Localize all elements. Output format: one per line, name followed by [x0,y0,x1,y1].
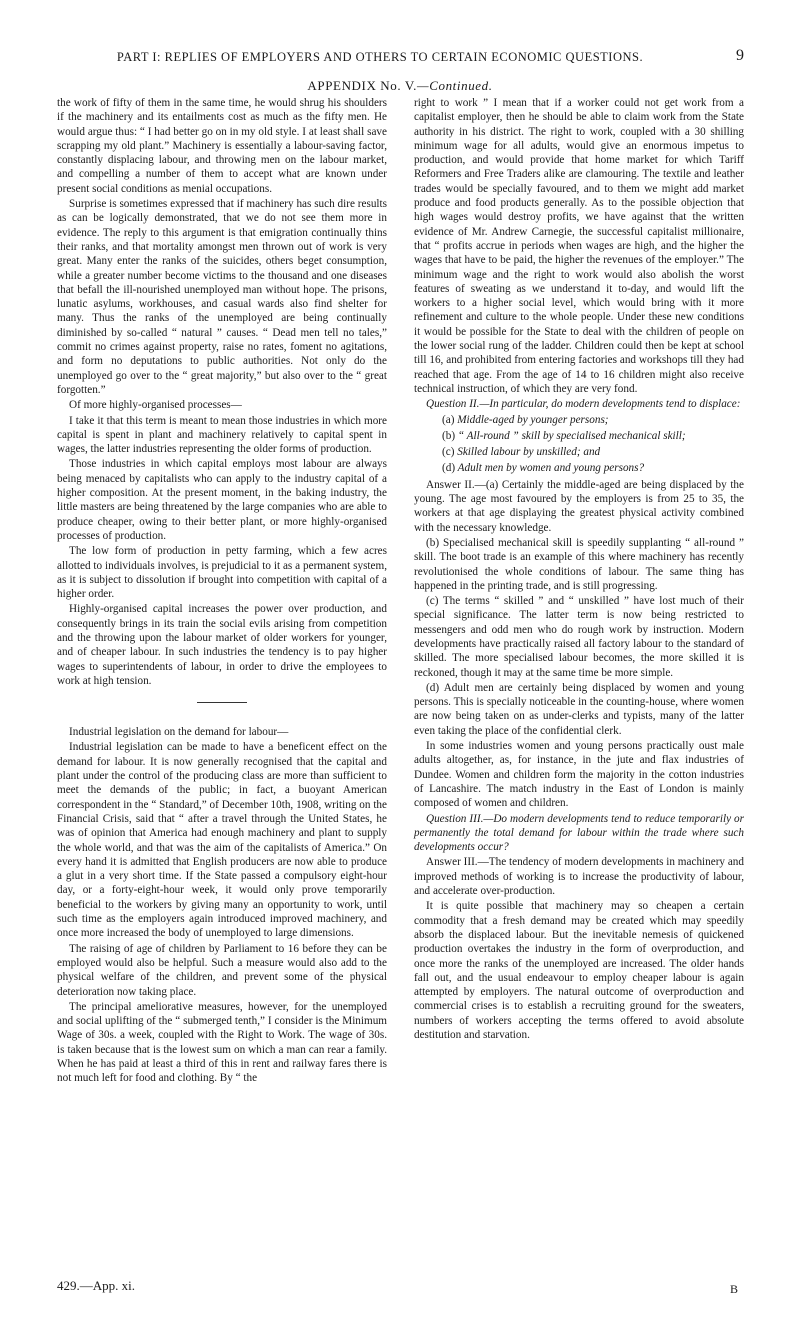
question-2 [414,397,744,411]
question-3 [414,812,744,855]
appendix-number: V. [404,78,418,93]
answer-paragraph: Answer III.—The tendency of modern developments in machinery and improved methods of working is to increase the productivity of labour, and accelerate over-production. [414,856,744,898]
paragraph: The low form of production in petty farming, which a few acres allotted to individuals involves, is prejudicial to it as a permanent system, as it is subject to dissolution if brought into competition with capital of a higher order. [57,545,387,601]
question-2-text: —In particular, do modern developments tend to displace: [479,398,741,411]
answer-paragraph: (c) The terms “ skilled ” and “ unskilled ” have lost much of their special significance. The latter term is now being restricted to messengers and odd men who do rough work by instruction. Modern developments have practically raised all factory labour to the standard of skilled. The more specialised labour becomes, the more skilled it is reckoned, though it may at the same time be more simple. [414,595,744,679]
section-divider [197,702,247,703]
answer-paragraph: (d) Adult men are certainly being displaced by women and young persons. This is specially noticeable in the counting-house, where women are now being taken on as under-clerks and typists, many of the latter even taking the place of the confidential clerk. [414,681,744,737]
answer-paragraph: Answer II.—(a) Certainly the middle-aged are being displaced by the young. The age most favoured by the employers is from 25 to 35, the workers at that age displaying the greatest physical activity combined with the necessary knowledge. [414,478,744,534]
answer-paragraph: It is quite possible that machinery may so cheapen a certain commodity that a fresh demand may be created which may speedily absorb the displaced labour. But the inevitable nemesis of quickened production overtakes the industry in the form of overproduction, and once more the ranks of the unemployed are increased. The older hands fall out, and the usual endeavour to employ cheaper labour is again attempted by employers. The natural outcome of overproduction and commercial crises is to establish a recruiting ground for the sweaters, numbers of workers accepting the terms offered to avoid absolute destitution and starvation. [414,900,744,1041]
paragraph: Industrial legislation can be made to have a beneficent effect on the demand for labour. It is now generally recognised that the capital and plant under the control of the producing class are more than sufficient to meet the demands of the public; in fact, a buoyant American correspondent in the “ Standard,” of December 10th, 1908, writing on the Financial Crisis, said that “ after a travel through the United States, he was of opinion that America had enough machinery and plant to supply the whole world, and that was the aim of the capitalists of America.” On every hand it is admitted that English producers are now able to produce a glut in a very short time. If the State passed a compulsory eight-hour day, or a forty-eight-hour week, it would only prove temporarily beneficial to the workers by giving many an opportunity to work, until such time as the employers again introduced improved machinery, and once more increased the body of unemployed to large dimensions. [57,741,387,940]
paragraph: Surprise is sometimes expressed that if machinery has such dire results as can be logically demonstrated, that we do not see them more in evidence. The reply to this argument is that emigration continually thins their ranks, and that mortality amongst men thrown out of work is very great. Many enter the ranks of the suicides, others beget consumption, while a greater number become victims to the thousand and one diseases that befall the ill-nourished unemployed man without hope. The prisons, lunatic asylums, workhouses, and casual wards also find shelter for many. Thus the ranks of the unemployed are being continually diminished by so-called “ natural ” causes. “ Dead men tell no tales,” commit no crimes against property, raise no rates, foment no agitations, and form no deputations to public authorities. Not only do the unemployed go over to the “ great majority,” but also over to the “ great forgotten.” [57,198,387,396]
question-3-label: Question III. [426,812,484,825]
section-heading: Industrial legislation on the demand for labour— [69,726,289,739]
paragraph: Highly-organised capital increases the power over production, and consequently brings in its train the social evils arising from competition and the throwing upon the labour market of older workers for younger, and of cheaper labour. In such industries the tendency is to pay higher wages to superintendents of labour, in order to drive the employees to work at high tension. [57,603,387,687]
footer-signature: B [729,1282,738,1296]
right-column [414,96,744,1043]
question-3-text: —Do modern developments tend to reduce temporarily or permanently the total demand for labour within the trade where such developments occur? [414,812,745,854]
option-key: (d) [442,462,456,475]
option-key: (a) [442,413,455,426]
left-column [57,96,387,1087]
paragraph: right to work ” I mean that if a worker could not get work from a capitalist employer, then he should be able to claim work from the State authority in his district. The right to work, coupled with a 30 shilling minimum wage for all adults, would give an enormous impetus to production, and would provide that home market for which Tariff Reformers and Free Traders alike are clamouring. The textile and leather trades would be specially favoured, and to them we might add market produce and food products generally. As to the possible objection that high wages would destroy profits, we have against that the written evidence of Mr. Andrew Carnegie, the successful capitalist millionaire, that “ profits accrue in periods when wages are high, and the higher the wages that have to be paid, the higher the revenues of the employer.” The minimum wage and the right to work would also abolish the worst features of sweating as we understand it to-day, and would lift the workers to a higher social level, which would bring with it more refinement and culture to the whole people. Under these new conditions it would be possible for the State to deal with the children of people on the lower social rung of the ladder. Children could then be kept at school till 16, and prohibited from entering factories and workshops till they had reached that age. From the age of 14 to 16 children might also receive technical instruction, of which they are very fond. [414,97,744,395]
paragraph: I take it that this term is meant to mean those industries in which more capital is spent in plant and machinery relatively to capital spent in wages, the latter industries representing the older forms of production. [57,414,387,456]
page-number: 9 [736,47,744,64]
paragraph: Those industries in which capital employs most labour are always being menaced by capitalists who can apply to the industry capital of a higher composition. At the present moment, in the baking industry, the little masters are being threatened by the large companies who are able to produce cheaper, owing to their better plant, or more highly-organised processes of production. [57,458,387,542]
appendix-heading [0,78,800,94]
option-text: Middle-aged by younger persons; [457,413,609,426]
option-text: Adult men by women and young persons? [457,462,645,475]
question-option [442,429,744,443]
appendix-continued: —Continued. [417,78,493,93]
question-option [442,461,744,475]
running-head [56,47,744,70]
question-2-label: Question II. [426,398,480,411]
running-title: PART I: REPLIES OF EMPLOYERS AND OTHERS TO CERTAIN ECONOMIC QUESTIONS. [116,50,644,64]
answer-paragraph: In some industries women and young persons practically oust male adults altogether, as, for instance, in the jute and flax industries of Dundee. Women and children form the majority in the cotton industries of Lancashire. The match industry in the East of London is mainly composed of women and children. [414,740,744,810]
answer-paragraph: (b) Specialised mechanical skill is speedily supplanting “ all-round ” skill. The boot trade is an example of this where machinery has recently revolutionised the whole conditions of labour. The same thing has happened in the printing trade, and is still progressing. [414,536,744,592]
footer-reference: 429.—App. xi. [57,1278,135,1293]
question-option [442,445,744,459]
paragraph: The raising of age of children by Parliament to 16 before they can be employed would also be helpful. Such a measure would also add to the physical welfare of the children, and prevent some of the physical deterioration now taking place. [57,942,387,998]
option-text: “ All-round ” skill by specialised mechanical skill; [457,429,686,442]
option-key: (b) [442,429,456,442]
paragraph: The principal ameliorative measures, however, for the unemployed and social uplifting of the “ submerged tenth,” I consider is the Minimum Wage of 30s. a week, coupled with the Right to Work. The wage of 30s. is taken because that is the lowest sum on which a man can rear a family. When he has paid at least a third of this in rent and railway fares there is not much left for food and clothing. By “ the [57,1000,387,1085]
option-text: Skilled labour by unskilled; and [457,446,601,459]
option-key: (c) [442,446,455,459]
paragraph: the work of fifty of them in the same time, he would shrug his shoulders if the machinery and its entailments cost as much as the fifty men. He would argue thus: “ I had better go on in my old style. I at least shall save scrapping my old plant.” Machinery is essentially a labour-saving factor, constantly displacing labour, and throwing men on the labour market, and compelling a number of them to accept what are known under present social conditions as menial occupations. [57,97,387,195]
appendix-label: APPENDIX No. [307,78,402,93]
question-option [442,413,744,427]
paragraph: Of more highly-organised processes— [69,399,242,412]
